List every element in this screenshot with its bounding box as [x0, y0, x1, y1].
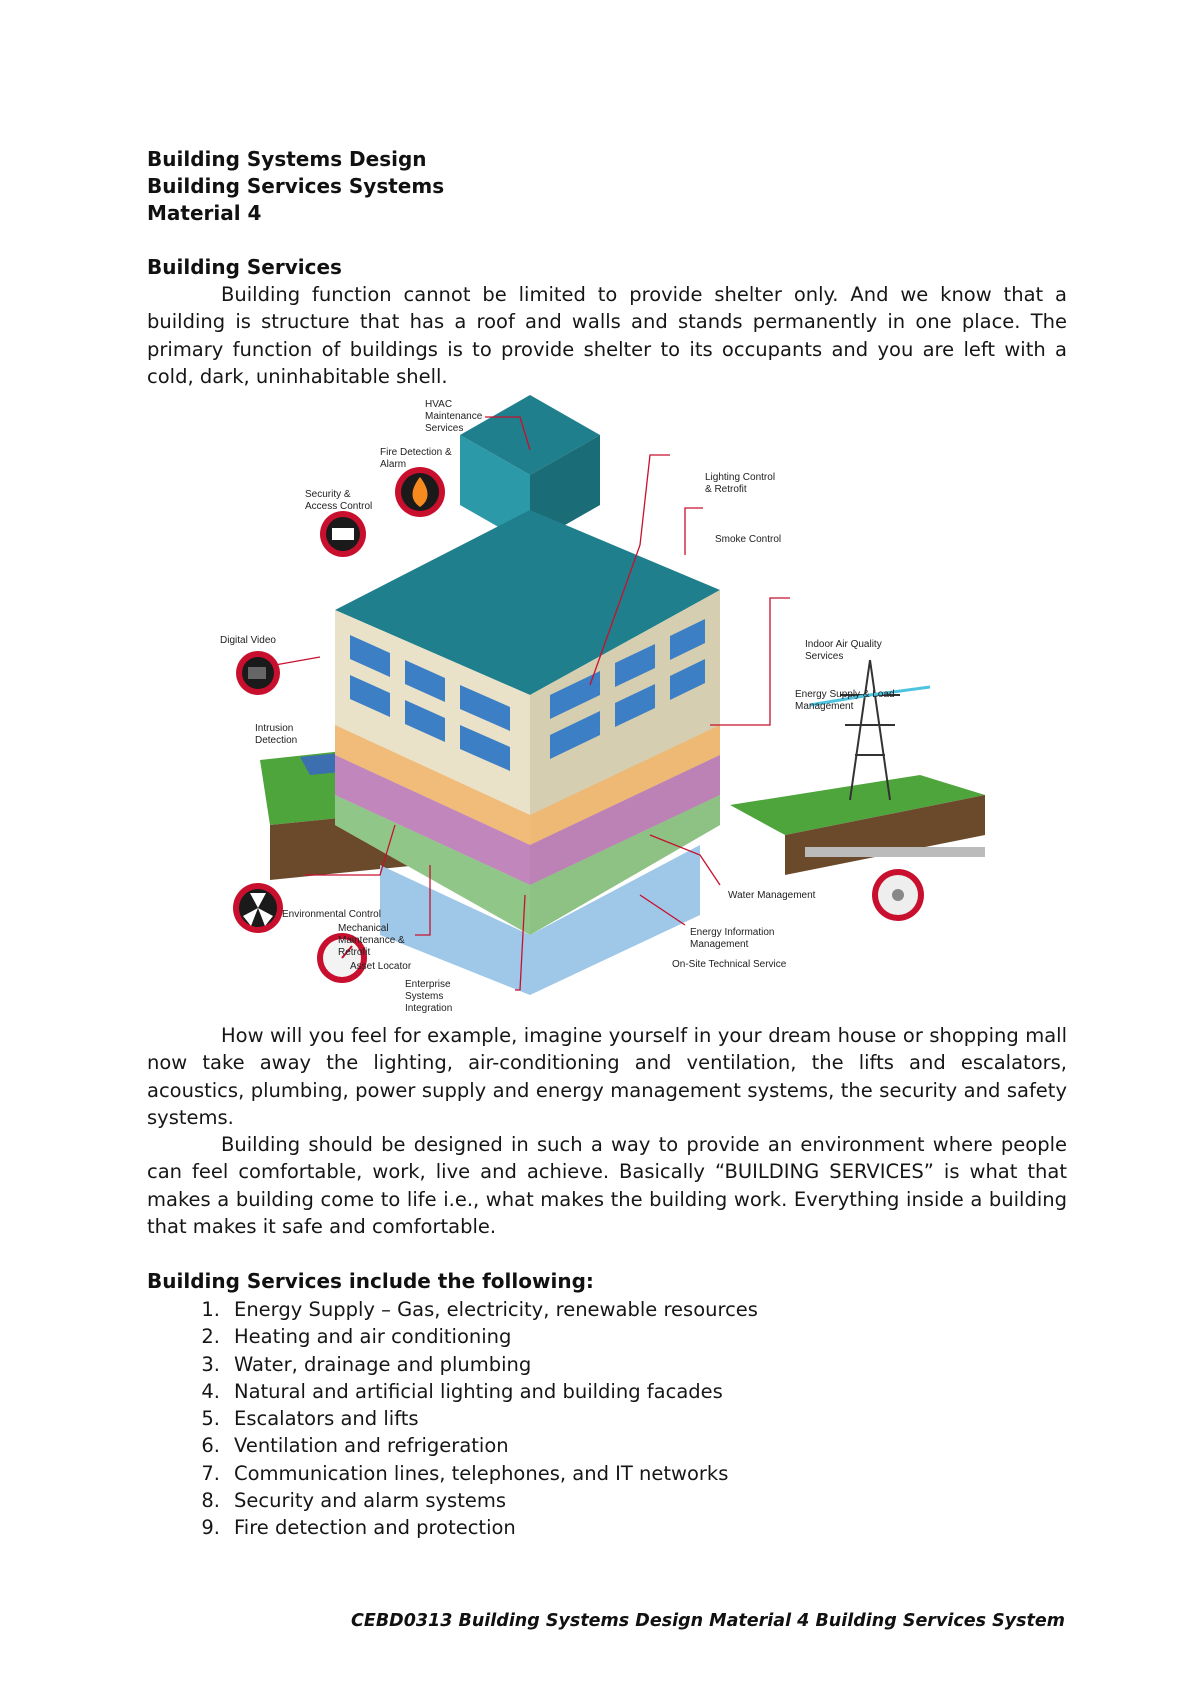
ground-right	[730, 775, 985, 875]
list-item: 9. Fire detection and protection	[201, 1516, 516, 1540]
svg-text:Energy Supply & Load	[795, 689, 895, 700]
svg-text:Systems	[405, 991, 443, 1002]
svg-text:Indoor Air Quality	[805, 639, 882, 650]
svg-text:Fire Detection &	[380, 447, 452, 458]
svg-text:HVAC	[425, 399, 452, 410]
list-item: 8. Security and alarm systems	[201, 1489, 507, 1513]
paragraph-3-text: Building should be designed in such a way to provide an environment where people can feel comfortable, work, live and achieve. Basically “BUILDING SERVICES” is what that makes a building come to life i.e., what makes the building work. Everything inside a building that makes it safe and comfortable.	[147, 1133, 1067, 1238]
svg-text:Digital Video	[220, 635, 276, 646]
svg-text:Lighting Control	[705, 472, 775, 483]
services-list	[180, 1296, 758, 1542]
label-environmental: Environmental Control	[282, 909, 381, 920]
label-hvac-3: Services	[425, 423, 464, 434]
list-item: 5. Escalators and lifts	[201, 1407, 419, 1431]
page-footer: CEBD0313 Building Systems Design Material 4 Building Services System	[351, 1611, 1065, 1631]
svg-text:Management	[690, 939, 749, 950]
svg-text:Security &	[305, 489, 351, 500]
svg-text:On-Site Technical Service	[672, 959, 787, 970]
label-indoor-air-1: Indoor Air Quality	[805, 639, 882, 650]
label-mechanical-3: Retrofit	[338, 947, 371, 958]
label-energy-supply-2: Management	[795, 701, 854, 712]
label-asset: Asset Locator	[350, 961, 412, 972]
list-item: 4. Natural and artificial lighting and building facades	[201, 1379, 723, 1403]
svg-text:Water Management	[728, 890, 816, 901]
svg-text:Environmental Control	[282, 909, 381, 920]
svg-text:Smoke Control	[715, 534, 781, 545]
intro-paragraph	[147, 281, 1067, 390]
paragraph-2	[147, 1022, 1067, 1131]
svg-text:Integration	[405, 1003, 452, 1014]
label-enterprise-3: Integration	[405, 1003, 453, 1014]
label-onsite: On-Site Technical Service	[672, 959, 787, 970]
section-title: Building Services	[147, 255, 342, 279]
svg-text:Maintenance	[425, 411, 483, 422]
paragraph-2-text: How will you feel for example, imagine yourself in your dream house or shopping mall now take away the lighting, air-conditioning and ventilation, the lifts and escalators, acoustics, plumbing, power supply and energy management systems, the security and safety systems.	[147, 1024, 1067, 1129]
svg-text:Retrofit	[338, 947, 370, 958]
label-smoke: Smoke Control	[715, 534, 782, 545]
intro-text: Building function cannot be limited to provide shelter only. And we know that a building is structure that has a roof and walls and stands permanently in one place. The primary function of buildings is to provide shelter to its occupants and you are left with a cold, dark, uninhabitable shell.	[147, 283, 1067, 388]
label-mechanical-2: Maintenance &	[338, 935, 405, 946]
building-services-diagram	[220, 395, 1000, 1025]
digital-video-icon	[236, 651, 280, 695]
label-hvac-2: Maintenance	[425, 411, 483, 422]
doc-subtitle: Building Services Systems	[147, 174, 445, 198]
label-digital-video: Digital Video	[220, 635, 276, 646]
doc-title: Building Systems Design	[147, 147, 427, 171]
label-intrusion-1: Intrusion	[255, 723, 294, 734]
label-intrusion-2: Detection	[255, 735, 298, 746]
list-item: 6. Ventilation and refrigeration	[201, 1434, 509, 1458]
label-security-2: Access Control	[305, 501, 373, 512]
label-mechanical-1: Mechanical	[338, 923, 389, 934]
label-fire-1: Fire Detection &	[380, 447, 452, 458]
svg-text:Detection	[255, 735, 297, 746]
list-item: 7. Communication lines, telephones, and IT networks	[201, 1461, 729, 1485]
svg-text:Alarm	[380, 459, 406, 470]
svg-text:Services	[425, 423, 463, 434]
list-item: 1. Energy Supply – Gas, electricity, renewable resources	[201, 1298, 758, 1321]
water-meter-icon	[872, 869, 924, 921]
svg-text:Management	[795, 701, 854, 712]
svg-text:Asset Locator	[350, 961, 412, 972]
label-security-1: Security &	[305, 489, 351, 500]
main-building	[335, 510, 720, 995]
svg-text:Access Control	[305, 501, 372, 512]
svg-text:Energy Information	[690, 927, 775, 938]
security-access-icon	[320, 511, 366, 557]
label-energy-supply-1: Energy Supply & Load	[795, 689, 895, 700]
svg-text:Mechanical	[338, 923, 389, 934]
environmental-control-icon	[233, 883, 283, 933]
label-hvac-1: HVAC	[425, 399, 453, 410]
svg-text:& Retrofit	[705, 484, 747, 495]
label-fire-2: Alarm	[380, 459, 407, 470]
label-lighting-2: & Retrofit	[705, 484, 747, 495]
label-lighting-1: Lighting Control	[705, 472, 776, 483]
label-enterprise-2: Systems	[405, 991, 444, 1002]
list-title: Building Services include the following:	[147, 1269, 594, 1293]
fire-alarm-icon	[395, 467, 445, 517]
label-indoor-air-2: Services	[805, 651, 844, 662]
svg-text:Intrusion	[255, 723, 293, 734]
doc-material: Material 4	[147, 201, 262, 225]
list-item: 2. Heating and air conditioning	[201, 1325, 512, 1349]
paragraph-3	[147, 1131, 1067, 1240]
svg-text:Maintenance &	[338, 935, 405, 946]
label-energy-info-1: Energy Information	[690, 927, 775, 938]
svg-text:Enterprise	[405, 979, 451, 990]
svg-text:Services	[805, 651, 843, 662]
list-item: 3. Water, drainage and plumbing	[201, 1352, 532, 1376]
label-enterprise-1: Enterprise	[405, 979, 451, 990]
label-water: Water Management	[728, 890, 816, 901]
label-energy-info-2: Management	[690, 939, 749, 950]
